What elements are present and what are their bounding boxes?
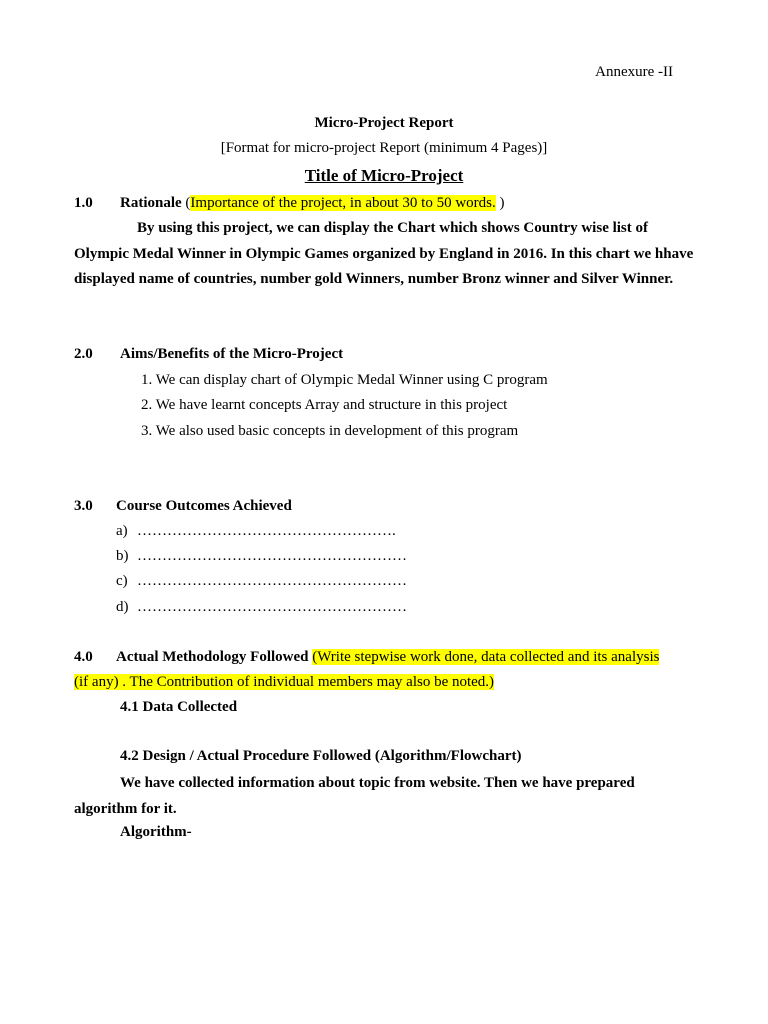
section-4-number: 4.0	[74, 649, 93, 665]
outcome-label: d)	[116, 599, 129, 615]
outcome-label: b)	[116, 548, 129, 564]
aims-list-item: 2. We have learnt concepts Array and structure in this project	[141, 397, 508, 413]
section-4-paragraph: We have collected information about topic from website. Then we have prepared algorithm for it.	[74, 775, 635, 817]
section-1-title: Rationale	[120, 195, 182, 211]
report-format-note: [Format for micro-project Report (minimum 4 Pages)]	[220, 140, 548, 156]
outcome-blank: ………………………………………………	[137, 573, 407, 589]
outcome-blank: ………………………………………………	[137, 548, 407, 564]
aims-list-item: 1. We can display chart of Olympic Medal Winner using C program	[141, 372, 548, 388]
subsection-design-procedure: 4.2 Design / Actual Procedure Followed (Algorithm/Flowchart)	[120, 748, 522, 764]
algorithm-label: Algorithm-	[120, 824, 192, 840]
section-1-heading	[120, 195, 505, 212]
section-1-number: 1.0	[74, 195, 93, 211]
section-3-title: Course Outcomes Achieved	[116, 498, 292, 514]
section-4-title: Actual Methodology Followed	[116, 649, 309, 665]
section-2-number: 2.0	[74, 346, 93, 362]
section-3-number: 3.0	[74, 498, 93, 514]
section-4-highlight-line2-wrap	[74, 674, 494, 691]
section-4-highlight-line1: (Write stepwise work done, data collected and its analysis	[312, 649, 660, 665]
section-4-heading	[116, 649, 659, 666]
section-1-paragraph: By using this project, we can display the Chart which shows Country wise list of Olympic Medal Winner in Olympic Games organized by England in 2016. In this chart we hhave displayed name of countries, number gold Winners, number Bronz winner and Silver Winner.	[74, 220, 694, 287]
section-1-paren-open: (	[185, 195, 191, 211]
outcome-blank: …………………………………………….	[137, 523, 396, 539]
aims-list-item: 3. We also used basic concepts in development of this program	[141, 423, 519, 439]
report-title: Micro-Project Report	[314, 115, 454, 131]
micro-project-title: Title of Micro-Project	[304, 166, 464, 185]
section-1-paren-close: )	[495, 195, 505, 211]
annexure-label: Annexure -II	[595, 64, 673, 80]
section-1-highlight: Importance of the project, in about 30 to 50 words.	[190, 195, 496, 211]
outcome-label: a)	[116, 523, 128, 539]
section-4-highlight-line2: (if any) . The Contribution of individual members may also be noted.)	[74, 674, 495, 690]
subsection-data-collected: 4.1 Data Collected	[120, 699, 238, 715]
outcome-blank: ………………………………………………	[137, 599, 407, 615]
outcome-label: c)	[116, 573, 128, 589]
section-2-title: Aims/Benefits of the Micro-Project	[120, 346, 344, 362]
